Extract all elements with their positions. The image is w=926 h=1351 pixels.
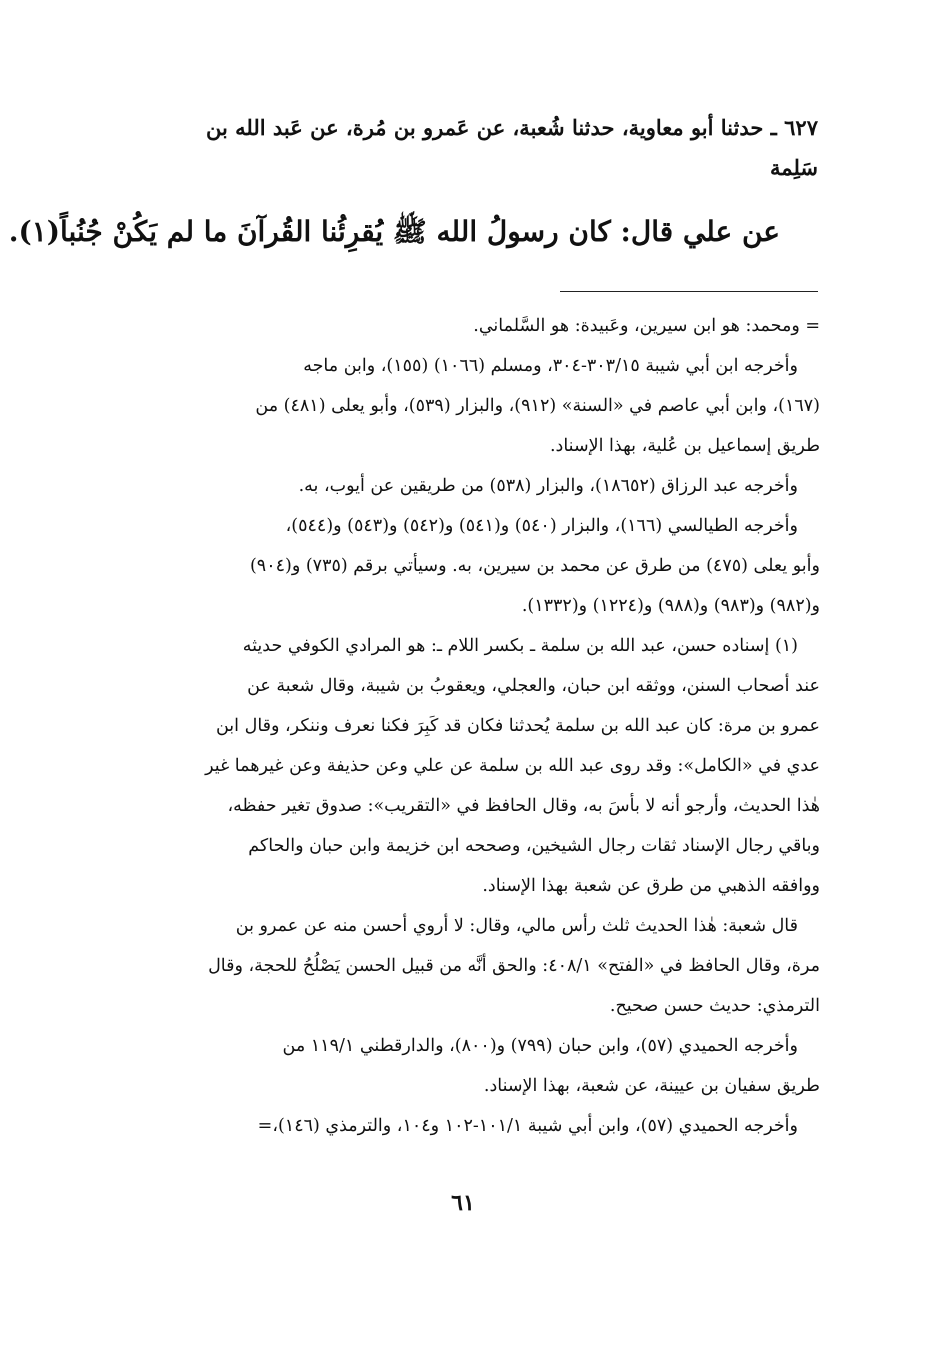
footnote-line: عند أصحاب السنن، ووثقه ابن حبان، والعجلي، ويعقوبُ بن شيبة، وقال شعبة عن — [247, 676, 820, 696]
footnote-line: وباقي رجال الإسناد ثقات رجال الشيخين، وصححه ابن خزيمة وابن حبان والحاكم — [248, 836, 820, 856]
footnote-line: ووافقه الذهبي من طرق عن شعبة بهذا الإسناد. — [482, 876, 820, 896]
page-number: ٦١ — [451, 1190, 475, 1216]
footnote-line: الترمذي: حديث حسن صحيح. — [609, 996, 820, 1016]
footnote-line: عمرو بن مرة: كان عبد الله بن سلمة يُحدثنا فكان قد كَبِرَ فكنا نعرف وننكر، وقال ابن — [215, 716, 820, 736]
footnote-line: هٰذا الحديث، وأرجو أنه لا بأسَ به، وقال الحافظ في «التقريب»: صدوق تغير حفظه، — [227, 796, 820, 816]
hadith-isnad-line: ٦٢٧ ـ حدثنا أبو معاوية، حدثنا شُعبة، عن عَمرو بن مُرة، عن عَبد الله بن — [206, 115, 818, 140]
footnote-line: وأخرجه الطيالسي (١٦٦)، والبزار (٥٤٠) و(٥٤١) و(٥٤٢) و(٥٤٣) و(٥٤٤)، — [285, 516, 798, 536]
footnote-line: و(٩٨٢) و(٩٨٣) و(٩٨٨) و(١٢٢٤) و(١٣٣٢). — [521, 596, 820, 616]
footnote-line: وأبو يعلى (٤٧٥) من طرق عن محمد بن سيرين، به. وسيأتي برقم (٧٣٥) و(٩٠٤) — [249, 556, 820, 576]
footnote-line: مرة، وقال الحافظ في «الفتح» ٤٠٨/١: والحق أنَّه من قبيل الحسن يَصْلُحُ للحجة، وقال — [208, 956, 820, 976]
footnote-line: = ومحمد: هو ابن سيرين، وعَبيدة: هو السَّلماني. — [473, 316, 820, 336]
hadith-matn: عن علي قال: كان رسولُ الله ﷺ يُقرِئُنا القُرآنَ ما لم يَكُنْ جُنُباً(١). — [8, 215, 780, 248]
footnote-line: (١) إسناده حسن، عبد الله بن سلمة ـ بكسر اللام ـ: هو المرادي الكوفي حديثه — [242, 636, 798, 656]
footnote-line: وأخرجه الحميدي (٥٧)، وابن حبان (٧٩٩) و(٨٠٠)، والدارقطني ١١٩/١ من — [282, 1036, 798, 1056]
footnote-line: طريق سفيان بن عيينة، عن شعبة، بهذا الإسناد. — [483, 1076, 820, 1096]
footnote-line: وأخرجه الحميدي (٥٧)، وابن أبي شيبة ١٠١/١-١٠٢ و١٠٤، والترمذي (١٤٦)،= — [257, 1116, 798, 1136]
footnotes — [116, 306, 820, 1146]
footnote-line: طريق إسماعيل بن عُلية، بهذا الإسناد. — [549, 436, 820, 456]
footnote-line: وأخرجه عبد الرزاق (١٨٦٥٢)، والبزار (٥٣٨) من طريقين عن أيوب، به. — [298, 476, 798, 496]
footnote-line: قال شعبة: هٰذا الحديث ثلث رأس مالي، وقال: لا أروي أحسن منه عن عمرو بن — [235, 916, 798, 936]
hadith-isnad-line: سَلِمة — [770, 155, 818, 180]
footnote-line: عدي في «الكامل»: وقد روى عبد الله بن سلمة عن علي وعن حذيفة وعن غيرهما غير — [205, 756, 820, 776]
footnote-line: (١٦٧)، وابن أبي عاصم في «السنة» (٩١٢)، والبزار (٥٣٩)، وأبو يعلى (٤٨١) من — [255, 396, 820, 416]
hadith-isnad — [128, 108, 818, 188]
footnote-line: وأخرجه ابن أبي شيبة ٣٠٣/١٥-٣٠٤، ومسلم (١٠٦٦) (١٥٥)، وابن ماجه — [303, 356, 798, 376]
footnote-divider — [560, 291, 818, 292]
